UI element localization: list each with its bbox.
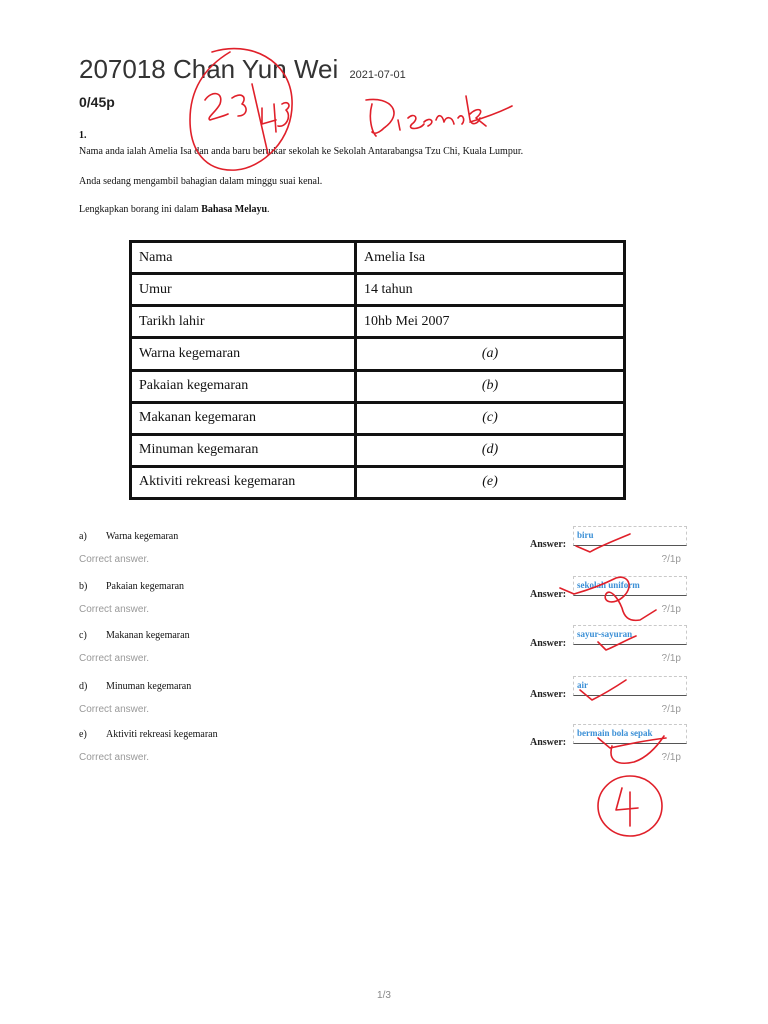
answer-points: ?/1p xyxy=(661,653,681,664)
form-value-cell: (a) xyxy=(356,338,625,370)
answer-row xyxy=(79,681,689,729)
answer-field[interactable]: sayur-sayuran xyxy=(573,625,687,645)
answer-status: Correct answer. xyxy=(79,752,150,763)
answer-letter: e) xyxy=(79,729,87,740)
form-value-cell: 10hb Mei 2007 xyxy=(356,306,625,338)
answer-label: Answer: xyxy=(530,638,567,649)
form-label-cell: Minuman kegemaran xyxy=(131,434,356,466)
answer-label: Answer: xyxy=(530,539,567,550)
score-digits-mark xyxy=(205,84,289,154)
form-value-cell: Amelia Isa xyxy=(356,242,625,274)
answer-question-label: Minuman kegemaran xyxy=(106,681,192,692)
form-label-cell: Nama xyxy=(131,242,356,274)
answer-field[interactable]: biru xyxy=(573,526,687,546)
answer-row xyxy=(79,581,689,629)
form-row xyxy=(131,242,625,274)
form-label-cell: Makanan kegemaran xyxy=(131,402,356,434)
form-label-cell: Aktiviti rekreasi kegemaran xyxy=(131,466,356,498)
form-value-cell: (d) xyxy=(356,434,625,466)
form-row xyxy=(131,306,625,338)
answer-label: Answer: xyxy=(530,589,567,600)
student-form-table xyxy=(129,240,626,500)
form-label-cell: Tarikh lahir xyxy=(131,306,356,338)
answer-field[interactable]: air xyxy=(573,676,687,696)
section-score-circle-mark xyxy=(598,776,662,836)
form-value-cell: 14 tahun xyxy=(356,274,625,306)
answer-row xyxy=(79,531,689,579)
form-label-cell: Umur xyxy=(131,274,356,306)
form-value-cell: (b) xyxy=(356,370,625,402)
form-value-cell: (e) xyxy=(356,466,625,498)
answer-row xyxy=(79,729,689,777)
language-emphasis: Bahasa Melayu xyxy=(201,204,268,215)
question-text-2: Anda sedang mengambil bahagian dalam minggu suai kenal. xyxy=(79,176,323,187)
form-label-cell: Pakaian kegemaran xyxy=(131,370,356,402)
total-score: 0/45p xyxy=(79,94,115,110)
student-name: 207018 Chan Yun Wei xyxy=(79,54,339,84)
answer-field[interactable]: sekolah uniform xyxy=(573,576,687,596)
section-score-digit-mark xyxy=(616,788,638,826)
answer-points: ?/1p xyxy=(661,604,681,615)
form-row xyxy=(131,402,625,434)
answer-question-label: Makanan kegemaran xyxy=(106,630,190,641)
form-value-cell: (c) xyxy=(356,402,625,434)
answer-status: Correct answer. xyxy=(79,604,150,615)
answer-letter: a) xyxy=(79,531,87,542)
question-text-1: Nama anda ialah Amelia Isa dan anda baru bertukar sekolah ke Sekolah Antarabangsa Tzu Chi, Kuala Lumpur. xyxy=(79,146,524,157)
form-row xyxy=(131,274,625,306)
answer-points: ?/1p xyxy=(661,752,681,763)
signature-mark xyxy=(366,96,512,136)
quiz-date: 2021-07-01 xyxy=(349,69,406,81)
answer-question-label: Aktiviti rekreasi kegemaran xyxy=(106,729,218,740)
form-label-cell: Warna kegemaran xyxy=(131,338,356,370)
form-row xyxy=(131,466,625,498)
question-number: 1. xyxy=(79,130,87,141)
answer-label: Answer: xyxy=(530,737,567,748)
answer-row xyxy=(79,630,689,678)
page-number: 1/3 xyxy=(377,990,391,1001)
answer-letter: b) xyxy=(79,581,88,592)
answer-points: ?/1p xyxy=(661,704,681,715)
answer-question-label: Pakaian kegemaran xyxy=(106,581,185,592)
answer-status: Correct answer. xyxy=(79,554,150,565)
answer-status: Correct answer. xyxy=(79,704,150,715)
form-row xyxy=(131,434,625,466)
answer-label: Answer: xyxy=(530,689,567,700)
answer-field[interactable]: bermain bola sepak xyxy=(573,724,687,744)
answer-status: Correct answer. xyxy=(79,653,150,664)
answer-question-label: Warna kegemaran xyxy=(106,531,179,542)
page-title xyxy=(79,54,406,85)
form-row xyxy=(131,370,625,402)
answer-points: ?/1p xyxy=(661,554,681,565)
answer-letter: c) xyxy=(79,630,87,641)
form-row xyxy=(131,338,625,370)
question-text-3: Lengkapkan borang ini dalam Bahasa Melayu. xyxy=(79,204,270,215)
answer-letter: d) xyxy=(79,681,88,692)
